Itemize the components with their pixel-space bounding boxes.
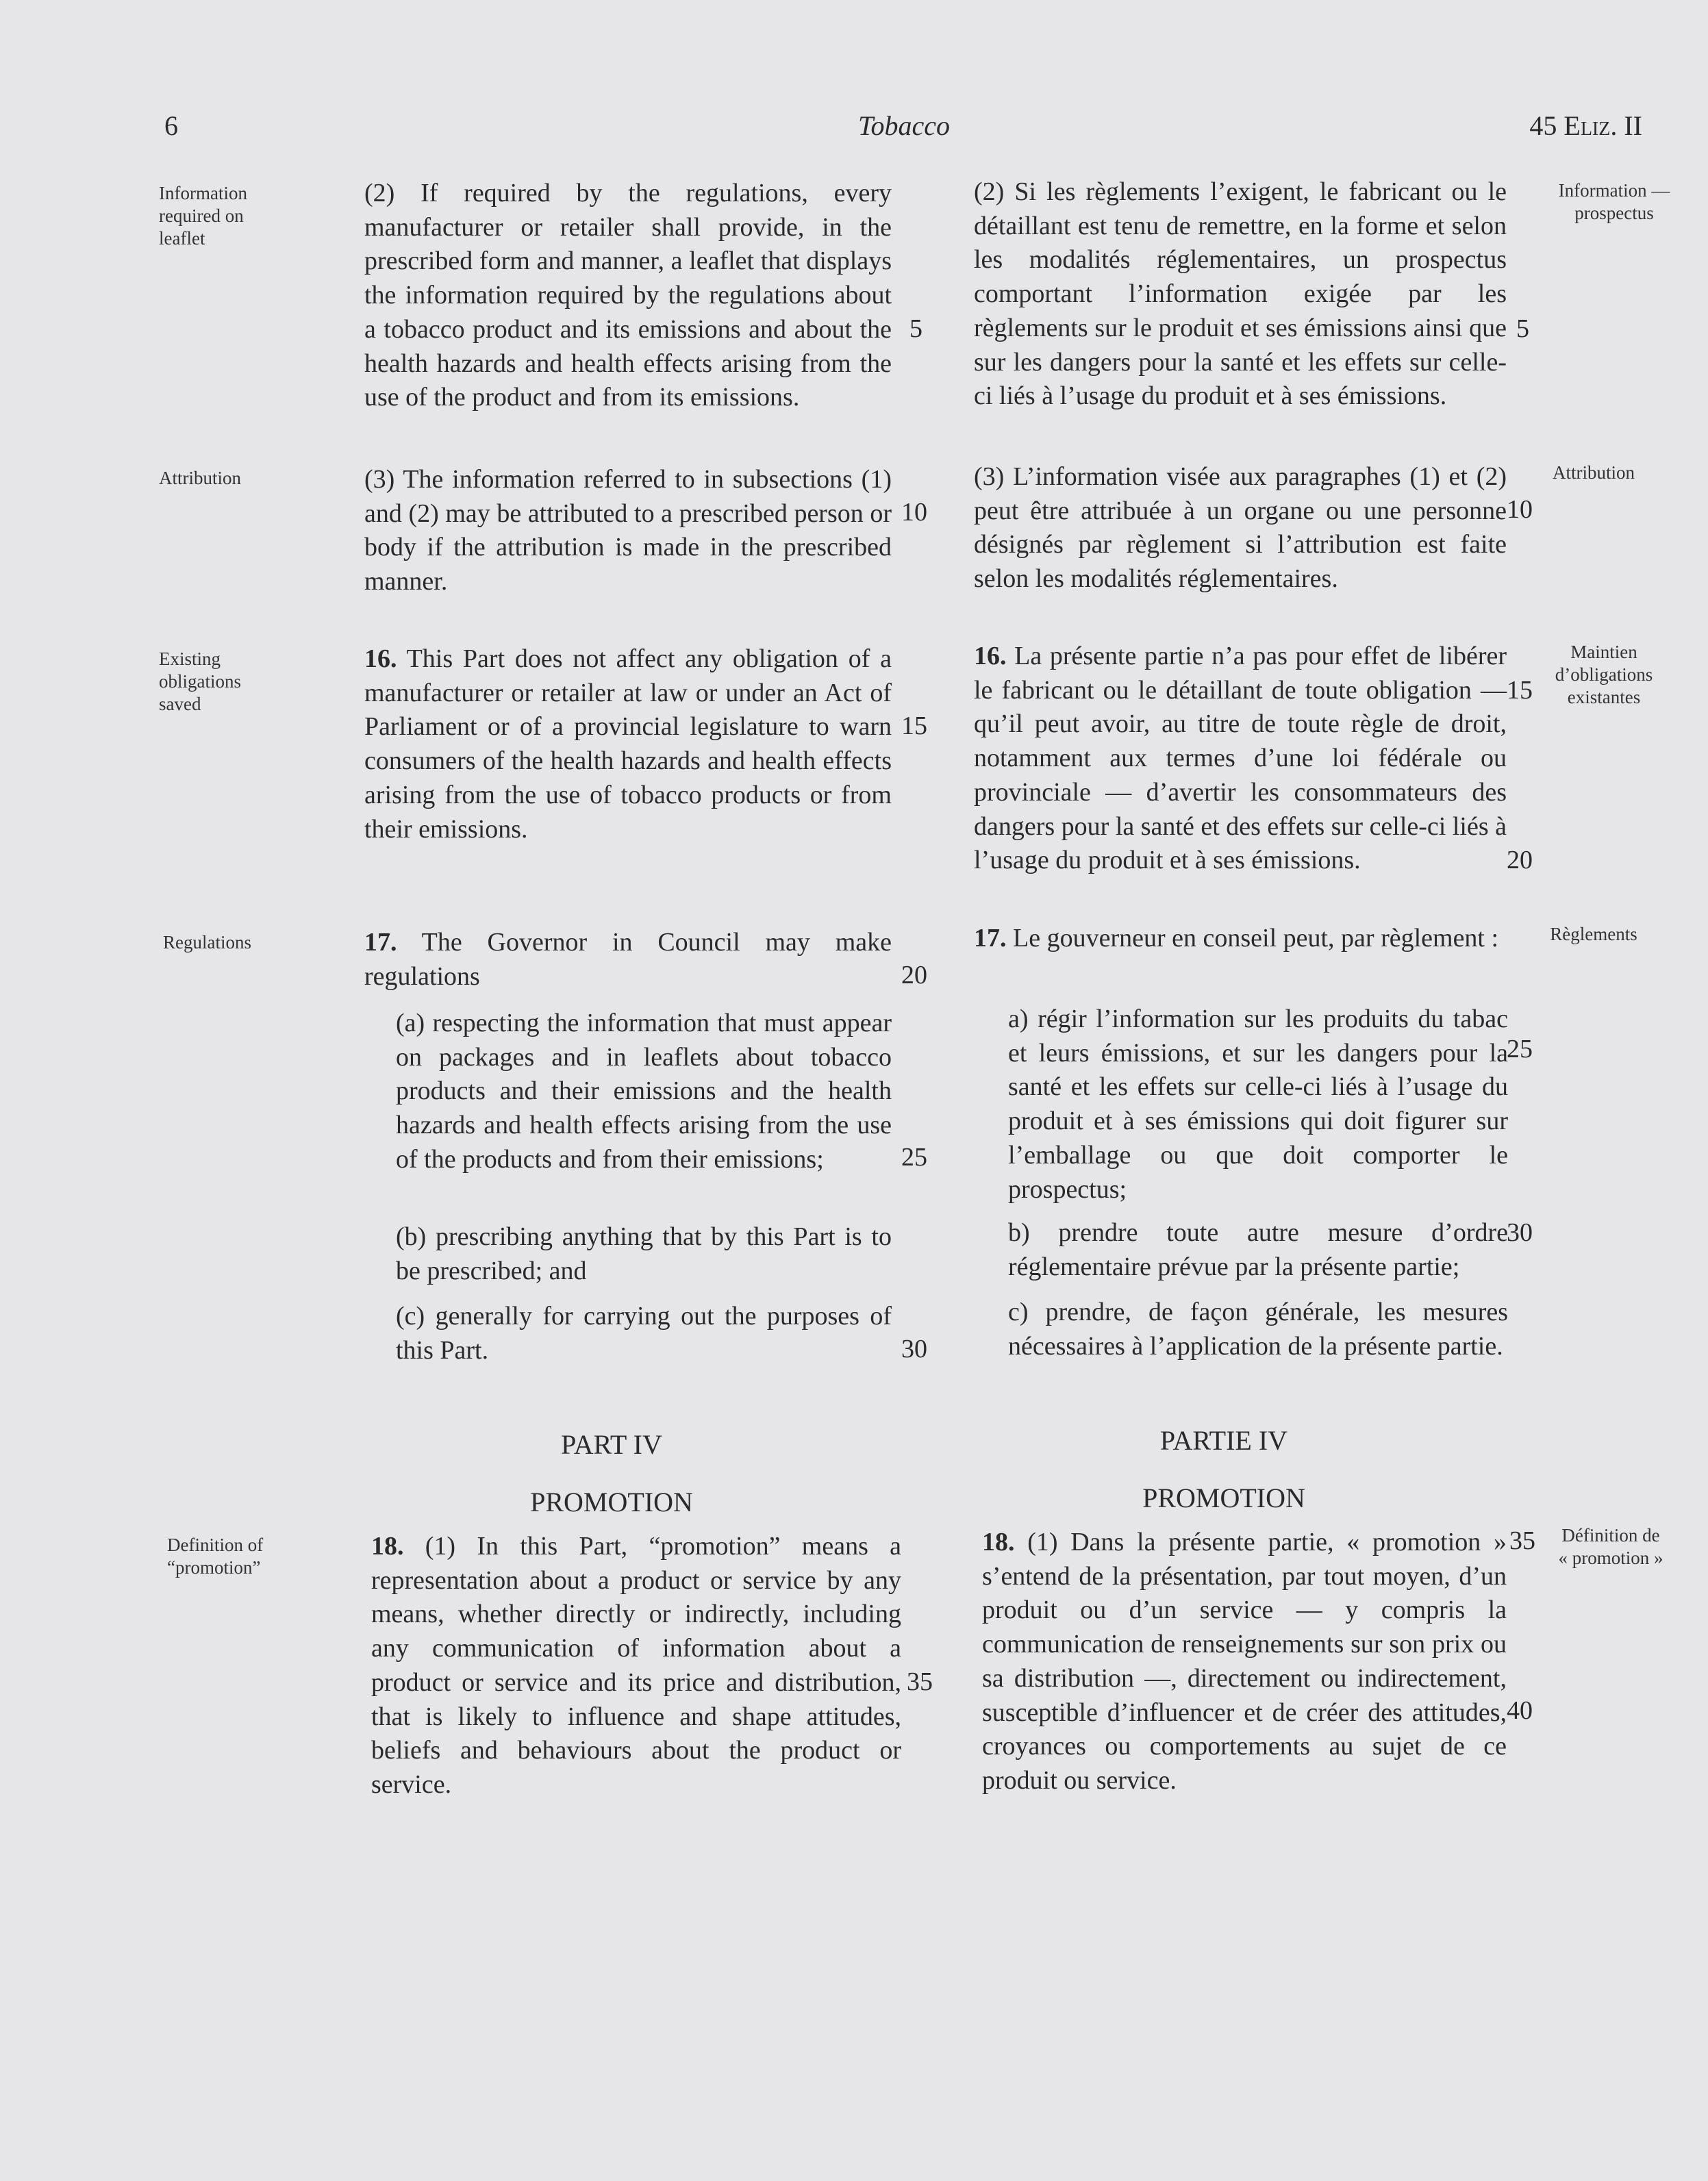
en-s18: 18. (1) In this Part, “promotion” means a representation about a product or service by any means, whether directly or indirectly, including any communication of information about a product or service and its price and distribution, that is likely to influence and shape attitudes, beliefs and behaviours about the product or service.: [371, 1532, 901, 1799]
running-title: Tobacco: [857, 110, 951, 141]
margin-note-existing-obligations-en: Existing obligations saved: [159, 648, 241, 714]
en-part-heading: PART IV: [561, 1429, 662, 1460]
fr-s17-number: 17.: [974, 924, 1007, 953]
margin-note-existing-obligations-fr: Maintien d’obligations existantes: [1555, 642, 1653, 707]
margin-note-attribution-fr: Attribution: [1553, 462, 1635, 483]
fr-s17: 17. Le gouverneur en conseil peut, par règlement :: [974, 924, 1499, 953]
fr-s17-c: c) prendre, de façon générale, les mesures nécessaires à l’application de la présente partie.: [1008, 1298, 1509, 1361]
en-s17-number: 17.: [364, 928, 397, 957]
fr-line-number: 20: [1507, 846, 1533, 874]
fr-line-number: 35: [1509, 1526, 1535, 1555]
margin-note-def-promotion-en: Definition of “promotion”: [167, 1535, 264, 1578]
margin-note-def-promotion-fr: Définition de « promotion »: [1558, 1525, 1663, 1568]
fr-s17-a: a) régir l’information sur les produits du tabac et leurs émissions, et sur les dangers pour la santé et les effets sur celle-ci liés à l’usage du produit et à ses émissions qui doit figurer sur l’emballage ou que doit comporter le prospectus;: [1008, 1005, 1509, 1204]
fr-line-number: 10: [1507, 495, 1533, 524]
regnal-year: [1529, 110, 1642, 142]
fr-s18-number: 18.: [982, 1528, 1015, 1556]
en-part-title: PROMOTION: [530, 1487, 693, 1517]
en-s16-number: 16.: [364, 644, 397, 673]
en-s16: 16. This Part does not affect any obligation of a manufacturer or retailer at law or under an Act of Parliament or of a provincial legislature to warn consumers of the health hazards and health effects arising from the use of tobacco products or from their emissions.: [364, 644, 892, 844]
fr-s16-number: 16.: [974, 642, 1007, 670]
en-s18-number: 18.: [371, 1532, 404, 1561]
regnal-year-number: 45: [1529, 110, 1557, 141]
margin-note-attribution-en: Attribution: [159, 468, 241, 488]
en-s17-c: (c) generally for carrying out the purposes of this Part.: [396, 1302, 892, 1365]
margin-note-regulations-fr: Règlements: [1550, 924, 1637, 944]
margin-note-info-leaflet-en: Information required on leaflet: [159, 183, 247, 249]
fr-line-number: 5: [1516, 314, 1529, 343]
fr-line-number: 25: [1507, 1035, 1533, 1063]
fr-s18: 18. (1) Dans la présente partie, « promotion » s’entend de la présentation, par tout moyen, d’un produit ou d’un service — y compris la communication de renseignements sur son prix ou sa distribution —, directement ou indirectement, susceptible d’influencer et de créer des attitudes, croyances ou comportements au sujet de ce produit ou service.: [982, 1528, 1507, 1795]
margin-note-info-leaflet-fr: Information — prospectus: [1558, 180, 1670, 223]
fr-s15-2: (2) Si les règlements l’exigent, le fabricant ou le détaillant est tenu de remettre, en la forme et selon les modalités réglementaires, un prospectus comportant l’information exigée par les règlements sur le produit et ses émissions ainsi que sur les dangers pour la santé et les effets sur celle-ci liés à l’usage du produit et à ses émissions.: [974, 177, 1507, 411]
fr-s17-b: b) prendre toute autre mesure d’ordre réglementaire prévue par la présente partie;: [1008, 1218, 1509, 1281]
regnal-suffix: II: [1624, 110, 1642, 141]
en-s15-2: (2) If required by the regulations, every manufacturer or retailer shall provide, in the prescribed form and manner, a leaflet that displays the information required by the regulations about a tobacco product and its emissions and about the health hazards and health effects arising from the use of the product and from its emissions.: [364, 179, 892, 412]
fr-part-heading: PARTIE IV: [1159, 1425, 1288, 1456]
en-line-number: 25: [901, 1143, 927, 1172]
en-s17: 17. The Governor in Council may make regulations: [364, 928, 892, 991]
fr-part-title: PROMOTION: [1142, 1483, 1305, 1513]
en-s15-3: (3) The information referred to in subsections (1) and (2) may be attributed to a prescribed person or body if the attribution is made in the prescribed manner.: [364, 465, 892, 596]
regnal-eliz: Eliz.: [1563, 110, 1618, 141]
en-line-number: 5: [909, 314, 922, 343]
page-number: 6: [164, 110, 178, 141]
en-line-number: 15: [901, 711, 927, 740]
fr-line-number: 40: [1507, 1696, 1533, 1725]
en-line-number: 10: [901, 498, 927, 527]
margin-note-regulations-en: Regulations: [163, 932, 251, 953]
en-s17-b: (b) prescribing anything that by this Part is to be prescribed; and: [396, 1222, 892, 1285]
fr-s15-3: (3) L’information visée aux paragraphes (1) et (2) peut être attribuée à un organe ou une personne désignés par règlement si l’attribution est faite selon les modalités réglementaires.: [974, 462, 1507, 594]
fr-s16: 16. La présente partie n’a pas pour effet de libérer le fabricant ou le détaillant de toute obligation — qu’il peut avoir, au titre de toute règle de droit, notamment aux termes d’une loi fédérale ou provinciale — d’avertir les consommateurs des dangers pour la santé et des effets sur celle-ci liés à l’usage du produit et à ses émissions.: [974, 642, 1507, 875]
fr-line-number: 30: [1507, 1218, 1533, 1247]
en-line-number: 20: [901, 961, 927, 989]
en-s17-a: (a) respecting the information that must appear on packages and in leaflets about tobacco products and their emissions and the health hazards and health effects arising from the use of the products and from their emissions;: [396, 1009, 892, 1174]
en-line-number: 35: [907, 1667, 933, 1696]
fr-line-number: 15: [1507, 676, 1533, 705]
en-line-number: 30: [901, 1335, 927, 1363]
